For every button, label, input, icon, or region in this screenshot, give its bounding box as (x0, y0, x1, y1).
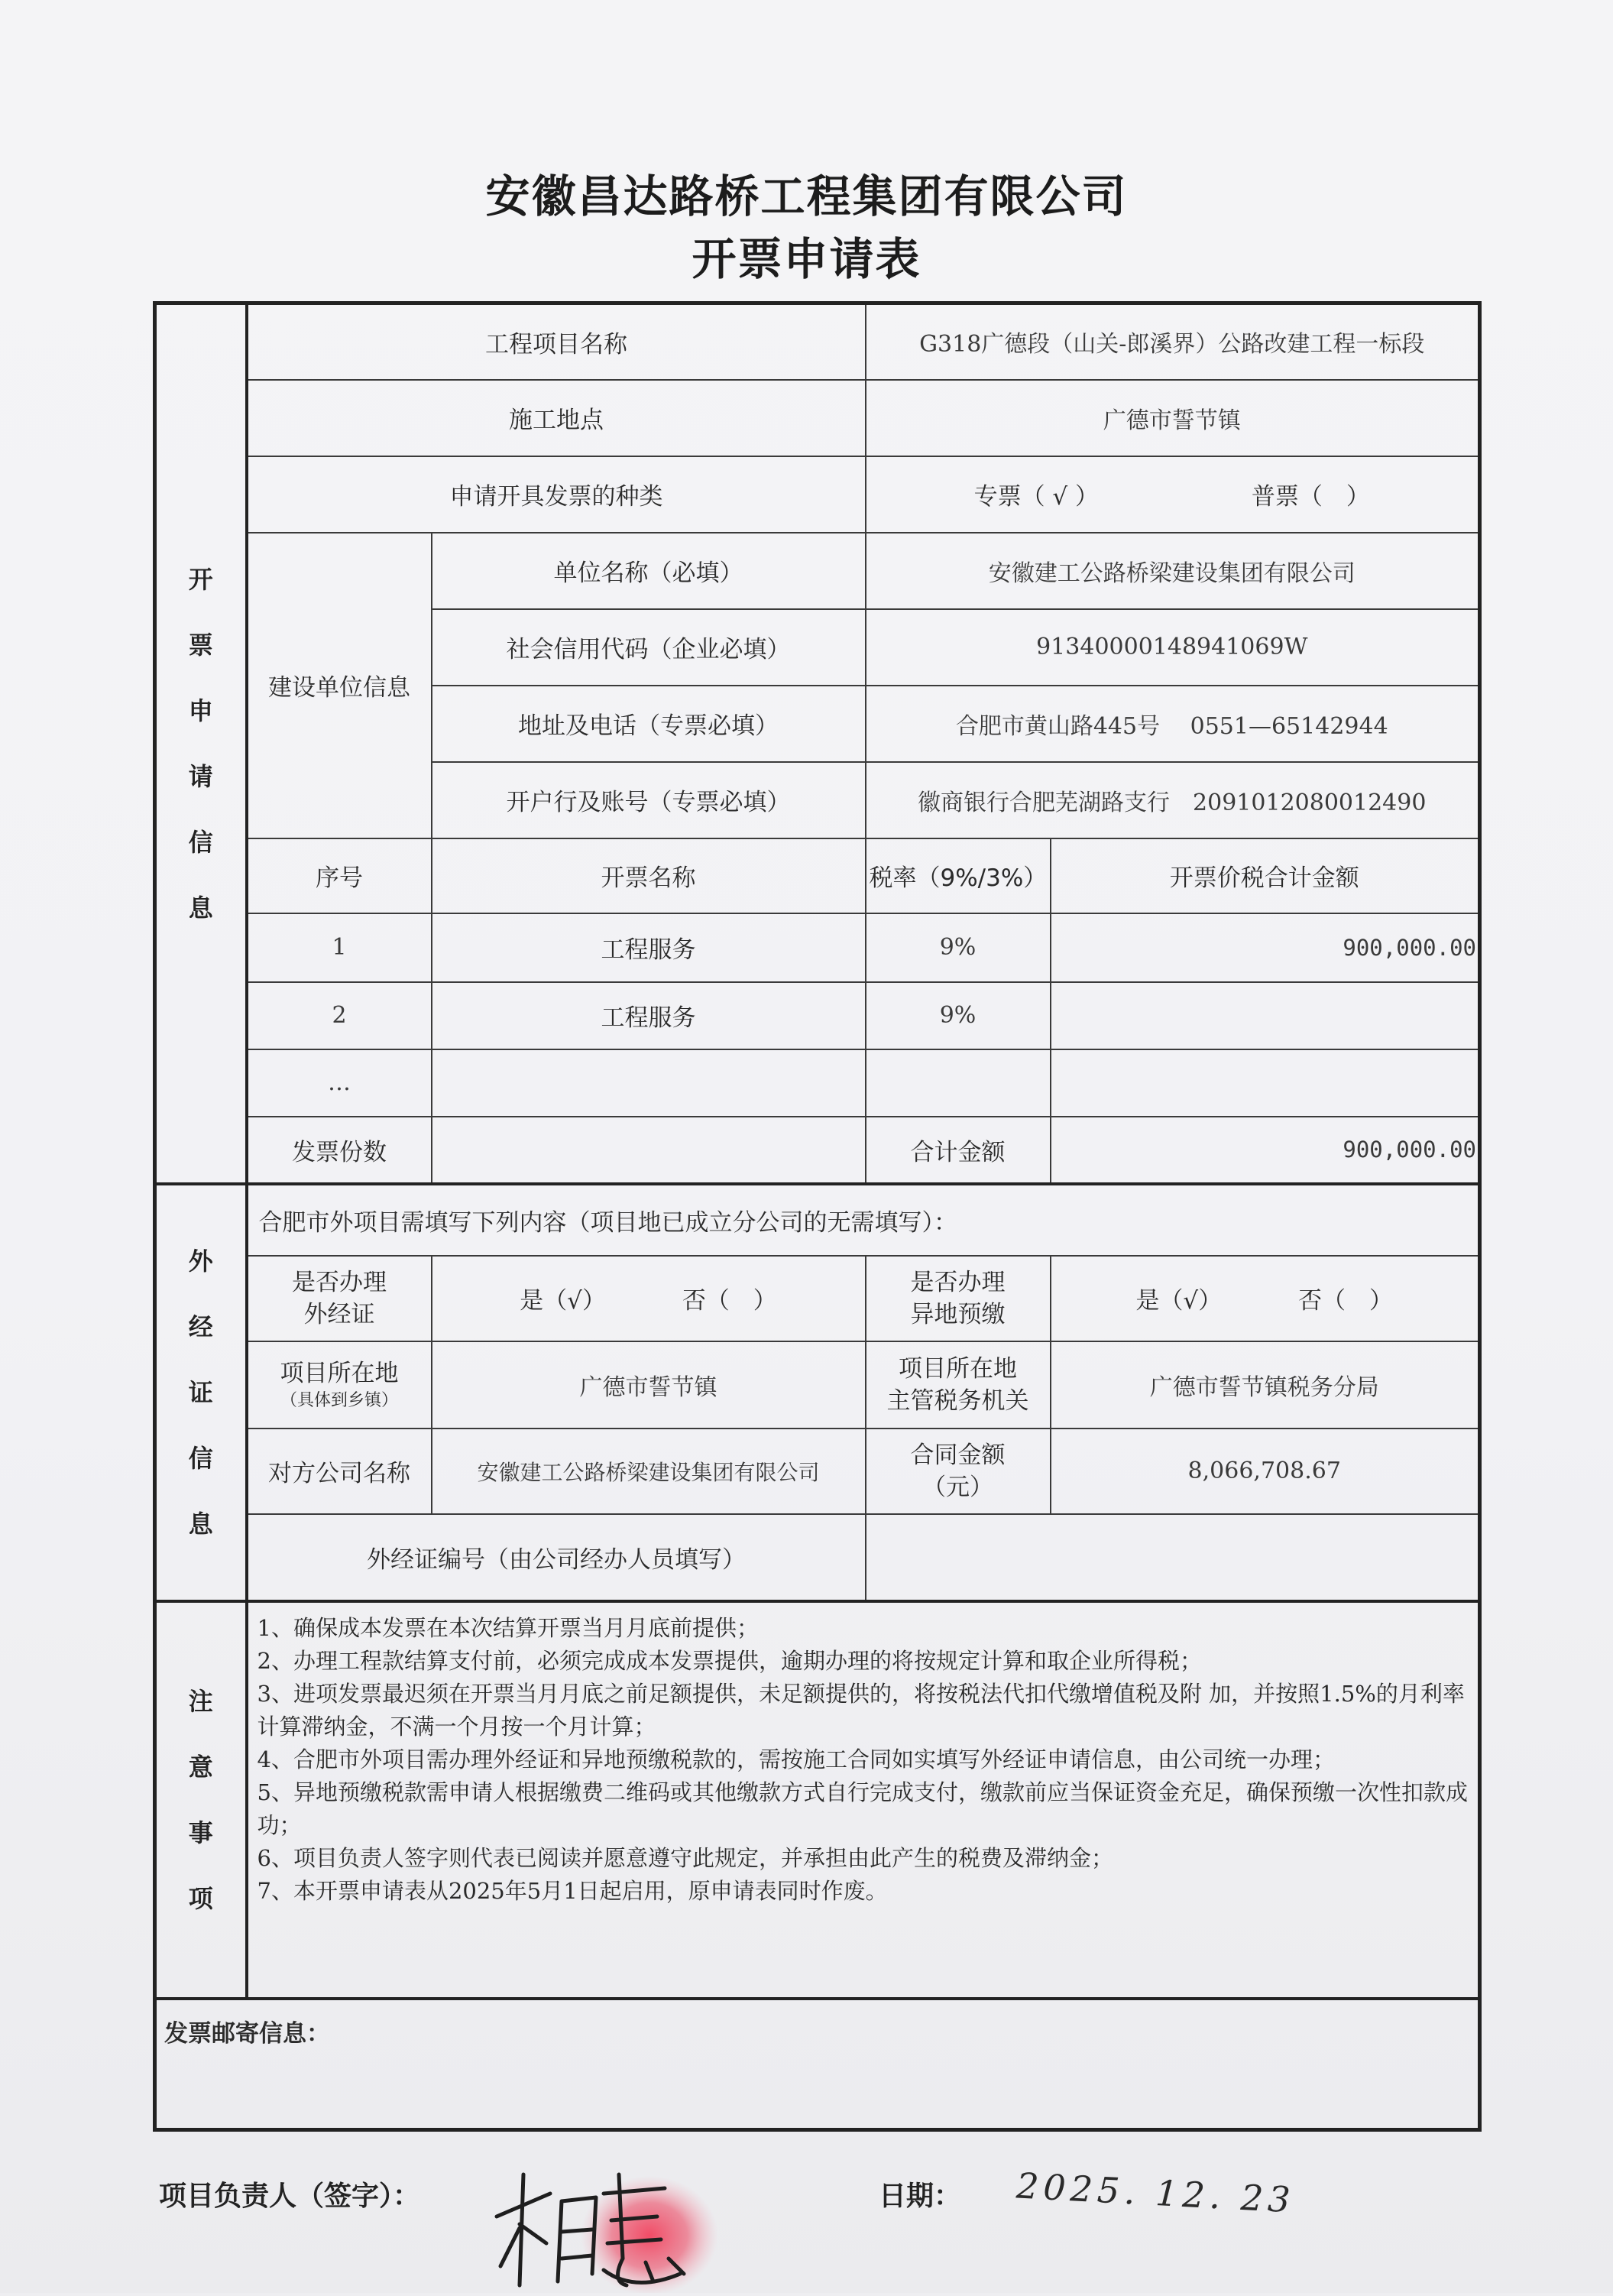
tax-authority-line2: 主管税务机关 (886, 1386, 1029, 1415)
item-no: 1 (247, 913, 432, 982)
header-invoice-name: 开票名称 (432, 838, 866, 913)
label-address: 地址及电话（专票必填） (432, 686, 866, 762)
table-row (155, 1049, 1480, 1117)
label-site: 施工地点 (247, 380, 866, 456)
header-amount: 开票价税合计金额 (1051, 838, 1480, 913)
row-site (155, 380, 1480, 456)
label-project-name: 工程项目名称 (247, 303, 866, 380)
row-invoice-type (155, 456, 1480, 533)
section-notice (155, 1601, 247, 1999)
cert-question-line2: 外经证 (303, 1300, 375, 1328)
value-invoice-type (866, 456, 1480, 533)
table-row (155, 982, 1480, 1049)
value-bank: 徽商银行合肥芜湖路支行 2091012080012490 (866, 762, 1480, 838)
item-no: … (247, 1049, 432, 1117)
header-no: 序号 (247, 838, 432, 913)
option-special-invoice: 专票（ √ ） (973, 483, 1100, 511)
tax-authority-line1: 项目所在地 (899, 1354, 1017, 1383)
value-cert-number (866, 1514, 1480, 1601)
label-total: 合计金额 (866, 1117, 1051, 1184)
label-unit-name: 单位名称（必填） (432, 533, 866, 609)
row-project-name (155, 303, 1480, 380)
location-label-sub: （具体到乡镇） (280, 1390, 398, 1410)
invoice-application-table (153, 301, 1482, 2132)
row-cert-questions (155, 1256, 1480, 1341)
date-value: 2025. 12. 23 (1015, 2165, 1296, 2221)
row-mailing (155, 1999, 1480, 2130)
cert-question-line1: 是否办理 (292, 1268, 387, 1296)
signature-area (489, 2159, 718, 2293)
items-header-row (155, 838, 1480, 913)
label-contract-amount (866, 1429, 1051, 1514)
value-total: 900,000.00 (1051, 1117, 1480, 1184)
value-project-name: G318广德段（山关-郎溪界）公路改建工程一标段 (866, 303, 1480, 380)
note-item: 6、项目负责人签字则代表已阅读并愿意遵守此规定，并承担由此产生的税费及滞纳金； (257, 1844, 1113, 1871)
row-party (155, 1429, 1480, 1514)
row-outbound-intro (155, 1184, 1480, 1256)
prepay-option-no: 否（ ） (1298, 1287, 1394, 1315)
value-address: 合肥市黄山路445号 0551—65142944 (866, 686, 1480, 762)
note-item: 7、本开票申请表从2025年5月1日起启用，原申请表同时作废。 (257, 1877, 888, 1904)
row-totals (155, 1117, 1480, 1184)
form-title: 开票申请表 (692, 233, 921, 285)
prepay-question-line1: 是否办理 (910, 1268, 1006, 1296)
item-amount: 900,000.00 (1051, 913, 1480, 982)
item-rate: 9% (866, 982, 1051, 1049)
item-name: 工程服务 (432, 913, 866, 982)
value-copies (432, 1117, 866, 1184)
contract-label-line2: （元） (922, 1473, 993, 1501)
option-general-invoice: 普票（ ） (1251, 483, 1370, 511)
signer-label: 项目负责人（签字）： (159, 2181, 421, 2212)
value-site: 广德市誓节镇 (866, 380, 1480, 456)
row-unit-name (155, 533, 1480, 609)
item-amount (1051, 982, 1480, 1049)
note-item: 1、确保成本发票在本次结算开票当月月底前提供； (257, 1614, 759, 1641)
section-invoice-info (155, 303, 247, 1184)
value-unit-name: 安徽建工公路桥梁建设集团有限公司 (866, 533, 1480, 609)
cert-option-yes: 是（√） (520, 1287, 606, 1315)
item-no: 2 (247, 982, 432, 1049)
company-title: 安徽昌达路桥工程集团有限公司 (485, 170, 1128, 222)
note-item: 2、办理工程款结算支付前，必须完成成本发票提供，逾期办理的将按规定计算和取企业所得税； (257, 1647, 1202, 1674)
label-builder-group: 建设单位信息 (247, 533, 432, 838)
label-prepay-question (866, 1256, 1051, 1341)
label-credit-code: 社会信用代码（企业必填） (432, 609, 866, 686)
label-party: 对方公司名称 (247, 1429, 432, 1514)
item-name (432, 1049, 866, 1117)
section-outbound-cert (155, 1184, 247, 1601)
item-name: 工程服务 (432, 982, 866, 1049)
prepay-question-line2: 异地预缴 (910, 1300, 1006, 1328)
mailing-label: 发票邮寄信息： (164, 2019, 330, 2048)
label-bank: 开户行及账号（专票必填） (432, 762, 866, 838)
section-label-outbound-cert: 外经证信息 (188, 1246, 213, 1539)
table-row (155, 913, 1480, 982)
date-label: 日期： (879, 2181, 962, 2212)
mailing-info (155, 1999, 1480, 2130)
item-rate (866, 1049, 1051, 1117)
value-contract-amount: 8,066,708.67 (1051, 1429, 1480, 1514)
notes-list (247, 1601, 1480, 1999)
header-tax-rate: 税率（9%/3%） (866, 838, 1051, 913)
cert-option-no: 否（ ） (682, 1287, 777, 1315)
row-location (155, 1341, 1480, 1429)
note-item: 4、合肥市外项目需办理外经证和异地预缴税款的，需按施工合同如实填写外经证申请信息，由公司统一办理； (257, 1746, 1335, 1772)
item-amount (1051, 1049, 1480, 1117)
contract-label-line1: 合同金额 (910, 1441, 1006, 1469)
row-notes (155, 1601, 1480, 1999)
row-cert-number (155, 1514, 1480, 1601)
note-item: 5、异地预缴税款需申请人根据缴费二维码或其他缴款方式自行完成支付，缴款前应当保证资金充足，确保预缴一次性扣款成功； (257, 1779, 1468, 1838)
prepay-option-yes: 是（√） (1135, 1287, 1223, 1315)
outbound-intro: 合肥市外项目需填写下列内容（项目地已成立分公司的无需填写）： (247, 1184, 1480, 1256)
value-location: 广德市誓节镇 (432, 1341, 866, 1429)
item-rate: 9% (866, 913, 1051, 982)
label-tax-authority (866, 1341, 1051, 1429)
label-copies: 发票份数 (247, 1117, 432, 1184)
value-party: 安徽建工公路桥梁建设集团有限公司 (432, 1429, 866, 1514)
label-location (247, 1341, 432, 1429)
location-label-line1: 项目所在地 (280, 1359, 399, 1387)
label-cert-question (247, 1256, 432, 1341)
value-cert-options (432, 1256, 866, 1341)
signature-stamp-graphic (489, 2159, 718, 2293)
section-label-invoice-info: 开票申请信息 (188, 564, 213, 923)
label-cert-number: 外经证编号（由公司经办人员填写） (247, 1514, 866, 1601)
note-item: 3、进项发票最迟须在开票当月月底之前足额提供，未足额提供的，将按税法代扣代缴增值税及附 加，并按照1.5%的月利率计算滞纳金，不满一个月按一个月计算； (257, 1680, 1465, 1740)
value-credit-code: 91340000148941069W (866, 609, 1480, 686)
section-label-notice: 注意事项 (188, 1686, 213, 1913)
value-prepay-options (1051, 1256, 1480, 1341)
value-tax-authority: 广德市誓节镇税务分局 (1051, 1341, 1480, 1429)
label-invoice-type: 申请开具发票的种类 (247, 456, 866, 533)
